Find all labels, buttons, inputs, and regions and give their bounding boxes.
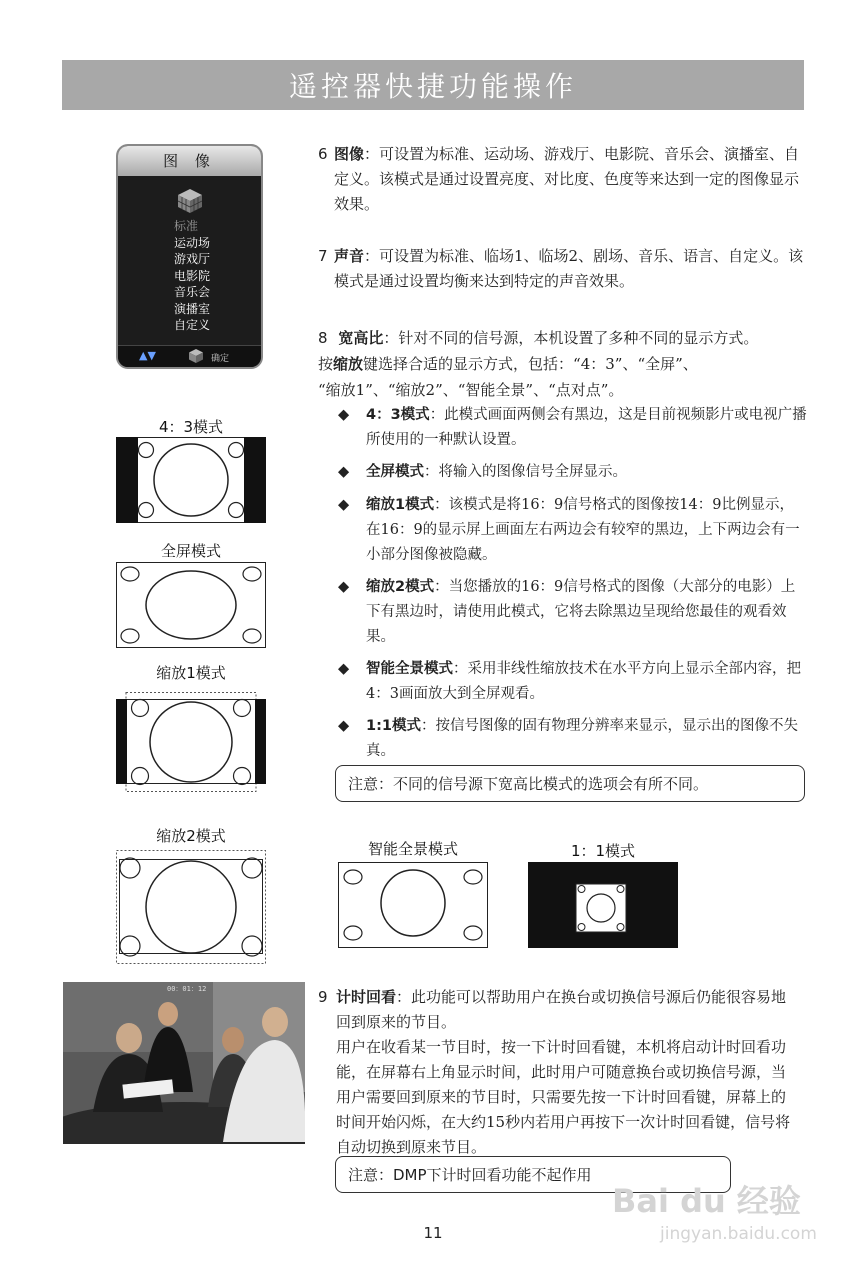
bullet-heading: 全屏模式 (366, 464, 424, 480)
section-text: “缩放1”、“缩放2”、“智能全景”、“点对点”。 (318, 381, 624, 399)
mode-label-smart: 智能全景模式 (367, 840, 458, 858)
mode-label-full: 全屏模式 (160, 542, 221, 560)
menu-item[interactable]: 运动场 (174, 235, 211, 250)
menu-item[interactable]: 电影院 (174, 268, 211, 283)
bullet-4-3 (338, 403, 808, 453)
diagram-zoom2 (116, 850, 266, 964)
bullet-body: ：当您播放的16：9信号格式的图像（大部分的电影）上下有黑边时，请使用此模式，它将去除黑边呈现给您最佳的观看效果。 (366, 579, 796, 645)
diagram-4-3 (116, 437, 266, 523)
zoom-key-label: 缩放 (333, 355, 364, 373)
section-7 (318, 244, 806, 290)
diagram-smart (338, 862, 488, 948)
menu-item[interactable]: 标准 (174, 219, 199, 233)
menu-item[interactable]: 演播室 (174, 301, 211, 316)
baidu-watermark-logo: Bai du 经验 (612, 1182, 801, 1220)
diagram-zoom1 (116, 692, 266, 792)
menu-title: 图 像 (118, 146, 261, 176)
menu-ok-label: 确定 (211, 354, 230, 364)
section-heading: 宽高比 (338, 329, 384, 347)
diamond-bullet-icon: ◆ (338, 579, 350, 595)
page-title-bar (62, 60, 804, 110)
section-number: 9 (318, 988, 328, 1006)
bullet-zoom1 (338, 493, 808, 568)
bullet-body: ：此模式画面两侧会有黑边，这是目前视频影片或电视广播所使用的一种默认设置。 (366, 407, 807, 448)
bullet-heading: 1:1模式 (366, 718, 421, 734)
baidu-watermark-url: jingyan.baidu.com (660, 1224, 817, 1244)
diamond-bullet-icon: ◆ (338, 464, 350, 480)
section-6 (318, 142, 806, 213)
mode-label-zoom1: 缩放1模式 (156, 664, 226, 682)
picture-menu-screenshot (116, 144, 263, 369)
timecode-display: 00：01：12 (167, 985, 207, 993)
bullet-heading: 缩放2模式 (366, 579, 435, 595)
section-number: 7 (318, 247, 328, 265)
cube-icon (177, 188, 203, 214)
section-number: 6 (318, 145, 328, 163)
section-heading: 图像 (334, 145, 365, 163)
mode-label-zoom2: 缩放2模式 (156, 827, 226, 845)
page-number: 11 (423, 1224, 443, 1242)
menu-footer (118, 345, 261, 367)
bullet-one-to-one (338, 714, 808, 764)
meeting-photo-image (63, 982, 305, 1144)
menu-item[interactable]: 游戏厅 (174, 252, 211, 266)
section-text: 键选择合适的显示方式，包括：“4：3”、“全屏”、 (363, 355, 698, 373)
mode-label-4-3: 4：3模式 (158, 418, 224, 436)
section-body: ：此功能可以帮助用户在换台或切换信号源后仍能很容易地回到原来的节目。 (336, 988, 787, 1031)
section-heading: 声音 (334, 247, 365, 265)
section-8 (318, 326, 806, 403)
bullet-smart (338, 657, 808, 707)
cube-icon (188, 348, 204, 364)
bullet-full (338, 460, 808, 485)
bullet-body: ：按信号图像的固有物理分辨率来显示，显示出的图像不失真。 (366, 718, 798, 759)
section-number: 8 (318, 329, 328, 347)
section-heading: 计时回看 (336, 988, 397, 1006)
meeting-photo (63, 982, 305, 1144)
section-body-2: 用户在收看某一节目时，按一下计时回看键，本机将启动计时回看功能，在屏幕右上角显示时间，此时用户可随意换台或切换信号源，当用户需要回到原来的节目时，只需要先按一下计时回看键，屏幕上的时间开始闪烁，在大约15秒内若用户再按下一次计时回看键，信号将自动切换到原来节目。 (336, 1038, 791, 1156)
note-text: 注意：DMP下计时回看功能不起作用 (348, 1166, 592, 1184)
diamond-bullet-icon: ◆ (338, 718, 350, 734)
menu-item[interactable]: 音乐会 (174, 285, 211, 299)
bullet-heading: 缩放1模式 (366, 497, 435, 513)
section-body: ：可设置为标准、运动场、游戏厅、电影院、音乐会、演播室、自定义。该模式是通过设置亮度、对比度、色度等来达到一定的图像显示效果。 (334, 145, 800, 213)
diamond-bullet-icon: ◆ (338, 407, 350, 423)
note-text: 注意：不同的信号源下宽高比模式的选项会有所不同。 (348, 775, 709, 793)
section-body: ：针对不同的信号源，本机设置了多种不同的显示方式。 (383, 329, 759, 347)
note-box (335, 765, 805, 802)
mode-label-one: 1：1模式 (570, 842, 636, 860)
bullet-zoom2 (338, 575, 808, 650)
menu-items (174, 218, 210, 334)
bullet-heading: 智能全景模式 (366, 661, 453, 677)
bullet-body: ：将输入的图像信号全屏显示。 (424, 464, 627, 480)
menu-item[interactable]: 自定义 (174, 318, 211, 332)
section-body: ：可设置为标准、临场1、临场2、剧场、音乐、语言、自定义。该模式是通过设置均衡来达到特定的声音效果。 (334, 247, 804, 290)
up-down-arrows-icon: ▲▼ (139, 349, 156, 362)
diamond-bullet-icon: ◆ (338, 661, 350, 677)
page-title: 遥控器快捷功能操作 (288, 70, 577, 103)
bullet-heading: 4：3模式 (366, 407, 430, 423)
bullet-body: ：该模式是将16：9信号格式的图像按14：9比例显示，在16：9的显示屏上画面左右两边会有较窄的黑边，上下两边会有一小部分图像被隐藏。 (366, 497, 800, 563)
diamond-bullet-icon: ◆ (338, 497, 350, 513)
section-text: 按 (318, 355, 334, 373)
diagram-one-to-one (528, 862, 678, 948)
section-9 (318, 985, 806, 1156)
diagram-full (116, 562, 266, 648)
bullet-body: ：采用非线性缩放技术在水平方向上显示全部内容，把4：3画面放大到全屏观看。 (366, 661, 801, 702)
